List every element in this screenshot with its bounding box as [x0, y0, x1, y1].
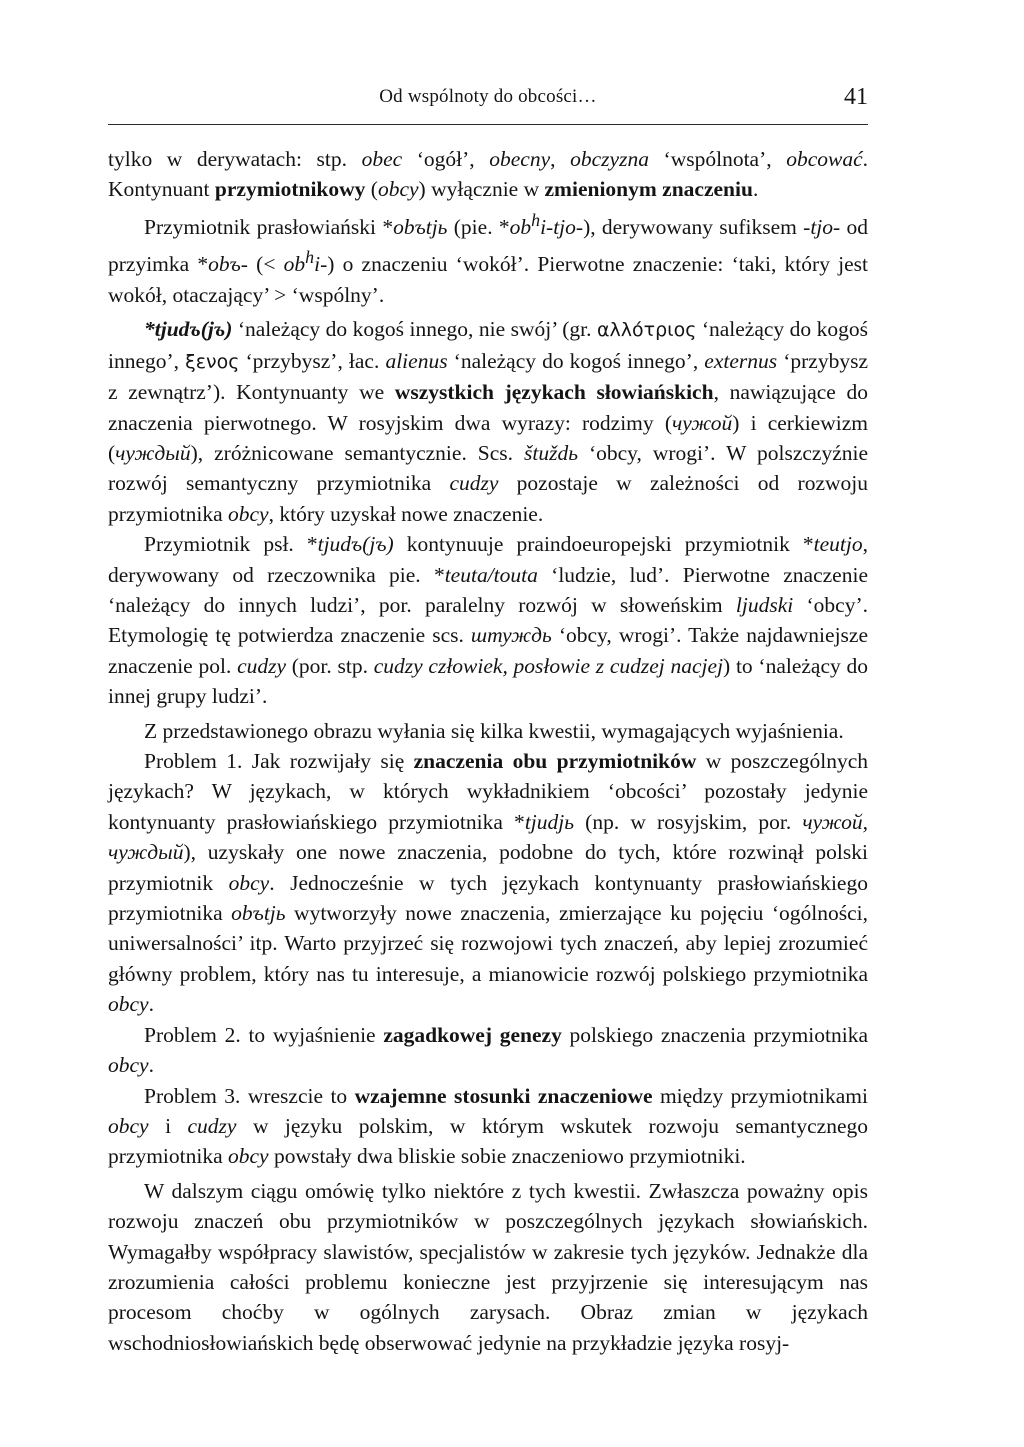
text-run: teuta/touta: [444, 562, 538, 587]
text-run: ‘obcy’. Etymologię tę potwierdza znaczenie scs.: [108, 593, 868, 648]
text-run: externus: [704, 348, 778, 373]
text-run: (np. w rosyjskim, por.: [574, 809, 803, 834]
header-rule: [108, 124, 868, 125]
text-run: (<: [247, 252, 284, 277]
text-run: pozostaje w zależności od rozwoju przymiotnika: [108, 471, 869, 526]
text-run: *tjudъ(jъ): [144, 317, 233, 342]
text-run: ‘wspólnota’,: [648, 147, 787, 171]
text-run: (: [365, 177, 378, 202]
text-run: obcy: [228, 870, 270, 895]
text-run: (pie. *: [447, 214, 510, 239]
text-run: wytworzyły nowe znaczenia, zmierzające ku pojęciu ‘ogólności, uniwersalności’ itp. Warto przyjrzeć się rozwojowi tych znaczeń, aby lepiej zrozumieć główny problem, który nas tu interesuje, a mianowicie rozwój polskiego przymiotnika: [108, 901, 869, 986]
text-run: ‘ludzie, lud’. Pierwotne znaczenie ‘należący do innych ludzi’, por. paralelny rozwój w słoweńskim: [108, 562, 868, 617]
text-run: obcy: [108, 992, 149, 1017]
running-title: Od wspólnoty do obcości…: [379, 86, 597, 107]
text-run: tjo-: [810, 214, 841, 239]
text-run: чужой, чуждый: [108, 809, 868, 865]
text-run: ‘należący do kogoś innego, nie swój’ (gr.: [232, 317, 597, 342]
text-run: ob: [509, 214, 532, 239]
text-run: ), derywowany sufiksem -: [583, 214, 811, 239]
text-run: obcy: [377, 177, 419, 202]
text-run: obcy: [108, 1113, 149, 1138]
text-run: obec: [361, 147, 403, 171]
text-run: znaczenia obu przymiotników: [413, 749, 697, 774]
text-run: . Jednocześnie w tych językach kontynuanty prasłowiańskiego przymiotnika: [108, 870, 868, 926]
text-run: polskiego znaczenia przymiotnika: [561, 1022, 868, 1047]
text-run: od przyimka *: [108, 214, 868, 277]
text-run: , derywowany od rzeczownika pie. *: [108, 532, 868, 587]
text-run: obъ-: [208, 252, 248, 277]
text-run: obъtjь: [231, 901, 286, 926]
text-run: cudzy: [449, 471, 499, 496]
text-run: Problem 2. to wyjaśnienie: [144, 1022, 384, 1047]
paragraph-problem-1: [108, 746, 868, 1020]
text-run: ) i cerkiewizm (: [108, 410, 868, 465]
text-run: ) wyłącznie w: [418, 177, 545, 202]
text-run: cudzy człowiek, posłowie z cudzej nacjej: [373, 653, 724, 678]
text-run: i: [148, 1113, 188, 1138]
text-run: wzajemne stosunki znaczeniowe: [354, 1083, 653, 1108]
page-number: 41: [844, 84, 868, 110]
text-run: ‘należący do kogoś innego’,: [447, 348, 705, 373]
paragraph-problem-3: [108, 1081, 868, 1172]
body-text: [108, 144, 868, 1358]
text-run: Przymiotnik prasłowiański *: [144, 214, 394, 239]
text-run: ‘przybysz z zewnątrz’). Kontynuanty we: [108, 348, 869, 405]
text-run: obcy: [228, 501, 269, 526]
text-run: cudzy: [237, 653, 287, 678]
text-run: tjudjь: [524, 809, 575, 834]
paragraph-obcy-etymology: [108, 205, 868, 311]
text-run: zagadkowej genezy: [383, 1022, 562, 1047]
text-run: штуждь: [470, 623, 552, 648]
text-run: h: [531, 209, 541, 230]
text-run: teutjo: [813, 532, 863, 557]
paragraph-problem-2: [108, 1020, 868, 1081]
text-run: kontynuuje praindoeuropejski przymiotnik *: [393, 532, 814, 557]
text-run: i-tjo-: [540, 214, 584, 239]
text-run: ,: [550, 147, 571, 171]
text-run: ljudski: [735, 593, 794, 617]
text-run: obъtjь: [393, 214, 448, 239]
text-run: ) o znaczeniu ‘wokół’. Pierwotne znaczenie: ‘taki, który jest wokół, otaczający’ > ‘wspólny’.: [108, 252, 868, 307]
text-run: ) to ‘należący do innej grupy ludzi’.: [108, 653, 868, 709]
text-run: Przymiotnik psł. *: [144, 532, 318, 557]
text-run: ξενος: [185, 350, 240, 373]
text-run: w poszczególnych językach? W językach, w których wykładnikiem ‘obcości’ pozostały jedynie kontynuanty prasłowiańskiego przymiotnika *: [108, 749, 868, 834]
text-run: obecny: [489, 147, 551, 171]
text-run: ), zróżnicowane semantycznie. Scs.: [190, 440, 524, 465]
text-run: чуждый: [115, 440, 191, 465]
text-run: obcować: [786, 147, 863, 171]
text-run: (por. stp.: [286, 653, 374, 678]
text-run: powstały dwa bliskie sobie znaczeniowo przymiotniki.: [268, 1144, 746, 1169]
text-run: alienus: [385, 348, 448, 373]
text-run: .: [148, 992, 154, 1017]
text-run: obcy: [228, 1144, 269, 1169]
paragraph-questions-intro: [108, 716, 868, 746]
text-run: .: [148, 1053, 154, 1078]
text-run: αλλότριος: [597, 319, 697, 342]
text-run: obczyzna: [570, 147, 649, 171]
text-run: , który uzyskał nowe znaczenie.: [268, 501, 544, 526]
paragraph-further-discussion: [108, 1176, 868, 1358]
paragraph-tjudjь-etymology: [108, 529, 868, 711]
text-run: przymiotnikowy: [214, 177, 366, 202]
text-run: ‘ogół’,: [402, 147, 490, 171]
text-run: ‘obcy, wrogi’. Także najdawniejsze znaczenie pol.: [108, 623, 868, 678]
text-run: Problem 1. Jak rozwijały się: [144, 749, 414, 774]
text-run: między przymiotnikami: [652, 1083, 868, 1108]
text-run: .: [752, 177, 759, 202]
text-run: ob: [283, 252, 306, 277]
text-run: , nawiązujące do znaczenia pierwotnego. W rosyjskim dwa wyrazy: rodzimy (: [108, 380, 868, 435]
text-run: h: [305, 247, 315, 268]
paragraph-continuation: [108, 144, 868, 205]
text-run: Z przedstawionego obrazu wyłania się kilka kwestii, wymagających wyjaśnienia.: [144, 718, 844, 743]
text-run: obcy: [108, 1053, 149, 1078]
text-run: tjudъ(jъ): [317, 532, 394, 557]
text-run: W dalszym ciągu omówię tylko niektóre z tych kwestii. Zwłaszcza poważny opis rozwoju znaczeń obu przymiotników w poszczególnych językach słowiańskich. Wymagałby współpracy slawistów, specjalistów w zakresie tych języków. Jednakże dla zrozumienia całości problemu konieczne jest przyjrzenie się interesującym nas procesom choćby w ogólnych zarysach. Obraz zmian w językach wschodniosłowiańskich będę obserwować jedynie na przykładzie języka rosyj-: [108, 1178, 868, 1355]
text-run: zmienionym znaczeniu: [544, 177, 753, 202]
running-header: [108, 84, 868, 128]
paragraph-tjudjь-entry: [108, 314, 868, 529]
text-run: w języku polskim, w którym wskutek rozwoju semantycznego przymiotnika: [108, 1113, 868, 1169]
text-run: ‘obcy, wrogi’. W polszczyźnie rozwój semantyczny przymiotnika: [108, 440, 869, 496]
text-run: i-: [314, 252, 328, 277]
text-run: štuždь: [524, 440, 578, 465]
text-run: ‘należący do kogoś innego’,: [108, 317, 868, 373]
text-run: tylko w derywatach: stp.: [108, 147, 362, 171]
text-run: . Kontynuant: [108, 147, 869, 202]
text-run: ‘przybysz’, łac.: [239, 348, 386, 373]
text-run: ), uzyskały one nowe znaczenia, podobne do tych, które rozwinął polski przymiotnik: [108, 840, 868, 895]
text-run: чужой: [672, 410, 733, 435]
text-run: cudzy: [187, 1113, 237, 1138]
text-run: wszystkich językach słowiańskich: [394, 380, 714, 405]
text-run: Problem 3. wreszcie to: [144, 1083, 355, 1108]
